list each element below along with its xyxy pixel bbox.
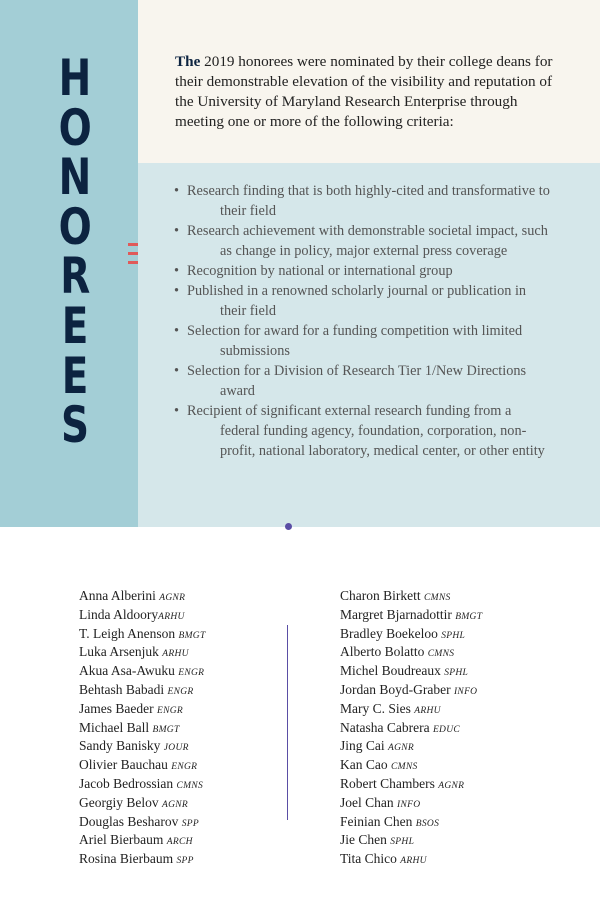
criteria-text: Recipient of significant external research funding from a federal funding agency, foundation, corporation, non-profit, national laboratory, medical center, or other entity: [187, 403, 545, 459]
honoree-name: Douglas Besharov: [79, 813, 179, 829]
title-letter: H: [58, 49, 92, 107]
title-letter: R: [59, 247, 91, 306]
honoree-name: Rosina Bierbaum: [79, 851, 174, 867]
honoree-entry: [340, 607, 540, 626]
honorees-vertical-title: [50, 49, 100, 455]
honoree-entry: [340, 626, 540, 645]
honoree-entry: [340, 776, 540, 795]
honoree-name: T. Leigh Anenson: [79, 625, 176, 641]
honoree-college: ARHU: [162, 649, 189, 660]
sidebar-panel: [0, 0, 138, 527]
honoree-entry: [79, 682, 269, 701]
honorees-column-left: [79, 588, 269, 870]
honoree-college: ENGR: [178, 668, 205, 679]
honoree-name: Alberto Bolatto: [340, 644, 425, 660]
honoree-entry: [79, 814, 269, 833]
honoree-college: EDUC: [432, 724, 461, 735]
criteria-item: [174, 221, 554, 261]
honoree-name: Feinian Chen: [340, 813, 413, 829]
honoree-college: ENGR: [167, 686, 194, 697]
honoree-name: Michel Boudreaux: [340, 663, 441, 679]
decorative-dot: [285, 523, 292, 530]
honoree-entry: [79, 588, 269, 607]
honoree-name: Charon Birkett: [340, 588, 421, 603]
honoree-entry: [340, 757, 540, 776]
honoree-college: CMNS: [391, 762, 418, 773]
intro-paragraph: [175, 52, 555, 132]
honoree-college: CMNS: [427, 649, 455, 660]
honoree-college: BMGT: [455, 611, 483, 622]
criteria-list: [174, 181, 554, 461]
honoree-college: CMNS: [424, 593, 451, 603]
honoree-entry: [79, 701, 269, 720]
criteria-item: [174, 321, 554, 361]
honoree-college: SPHL: [444, 668, 469, 679]
bullet-icon: •: [174, 183, 180, 199]
title-letter: N: [58, 148, 92, 207]
column-divider: [287, 625, 288, 820]
bullet-icon: •: [174, 263, 180, 279]
criteria-text: Selection for award for a funding competition with limited submissions: [187, 323, 523, 359]
honoree-college: SPP: [176, 856, 194, 867]
honoree-name: Joel Chan: [340, 794, 394, 810]
honoree-college: BMGT: [152, 724, 180, 735]
honoree-entry: [79, 776, 269, 795]
criteria-item: [174, 401, 554, 461]
honoree-name: Bradley Boekeloo: [340, 625, 438, 641]
title-letter: O: [58, 197, 92, 256]
honoree-name: Michael Ball: [79, 719, 150, 735]
title-letter: E: [61, 346, 89, 405]
honorees-column-right: [340, 588, 540, 870]
honoree-entry: [340, 720, 540, 739]
intro-panel: [138, 0, 600, 163]
bullet-icon: •: [174, 363, 180, 379]
honoree-name: Akua Asa-Awuku: [79, 663, 175, 679]
honoree-college: BSOS: [415, 818, 440, 829]
title-letter: O: [58, 98, 92, 157]
criteria-text: Selection for a Division of Research Tier 1/New Directions award: [187, 363, 527, 399]
honoree-name: Robert Chambers: [340, 775, 435, 791]
honoree-college: SPP: [181, 818, 199, 829]
honoree-entry: [79, 795, 269, 814]
honoree-name: Linda Aldoory: [79, 606, 159, 622]
honoree-college: INFO: [453, 686, 478, 697]
honoree-college: ENGR: [156, 705, 183, 716]
honoree-college: ENGR: [171, 762, 198, 773]
criteria-item: [174, 181, 554, 221]
criteria-item: [174, 361, 554, 401]
intro-lead: The: [175, 53, 201, 70]
honoree-college: SPHL: [441, 630, 466, 641]
honoree-college: ARCH: [166, 837, 193, 848]
honoree-entry: [340, 663, 540, 682]
honoree-name: Anna Alberini: [79, 588, 156, 603]
criteria-item: [174, 281, 554, 321]
honoree-name: Luka Arsenjuk: [79, 644, 159, 660]
honoree-college: JOUR: [163, 743, 189, 754]
honoree-entry: [340, 832, 540, 851]
criteria-text: Published in a renowned scholarly journal or publication in their field: [187, 283, 527, 319]
honoree-college: ARHU: [414, 705, 441, 716]
honoree-entry: [79, 832, 269, 851]
intro-text: 2019 honorees were nominated by their college deans for their demonstrable elevation of the visibility and reputation of the University of Maryland Research Enterprise through meeting one or more of the following criteria:: [175, 53, 553, 130]
honoree-entry: [79, 663, 269, 682]
honoree-name: Jie Chen: [340, 832, 387, 848]
honoree-entry: [340, 588, 540, 607]
honoree-entry: [79, 757, 269, 776]
honoree-entry: [340, 644, 540, 663]
bullet-icon: •: [174, 403, 180, 419]
honoree-name: Olivier Bauchau: [79, 757, 168, 773]
honoree-college: AGNR: [388, 743, 415, 754]
honoree-entry: [340, 738, 540, 757]
honoree-entry: [79, 607, 269, 626]
criteria-item: [174, 261, 554, 281]
honoree-name: Georgiy Belov: [79, 794, 159, 810]
honoree-college: AGNR: [438, 780, 465, 791]
title-letter: E: [61, 296, 89, 355]
bullet-icon: •: [174, 283, 180, 299]
honoree-college: INFO: [397, 799, 421, 810]
honoree-name: Mary C. Sies: [340, 700, 411, 716]
honoree-entry: [79, 738, 269, 757]
bullet-icon: •: [174, 223, 180, 239]
honoree-entry: [79, 851, 269, 870]
honoree-entry: [79, 720, 269, 739]
honoree-entry: [340, 814, 540, 833]
honoree-entry: [340, 851, 540, 870]
honoree-name: Jacob Bedrossian: [79, 775, 174, 791]
criteria-panel: [138, 163, 600, 527]
honoree-name: Jordan Boyd-Graber: [340, 681, 451, 697]
honoree-name: Ariel Bierbaum: [79, 832, 164, 848]
honoree-college: AGNR: [159, 593, 186, 603]
honoree-name: Natasha Cabrera: [340, 719, 430, 735]
criteria-text: Research achievement with demonstrable societal impact, such as change in policy, major external press coverage: [187, 223, 548, 259]
honoree-college: CMNS: [176, 780, 204, 791]
bullet-icon: •: [174, 323, 180, 339]
honoree-entry: [340, 682, 540, 701]
honoree-college: BMGT: [178, 630, 206, 641]
criteria-text: Recognition by national or international group: [187, 263, 453, 279]
honoree-name: Tita Chico: [340, 851, 397, 867]
criteria-text: Research finding that is both highly-cited and transformative to their field: [187, 183, 550, 219]
honoree-college: ARHU: [400, 856, 427, 867]
honoree-entry: [340, 795, 540, 814]
honoree-name: Kan Cao: [340, 757, 388, 773]
honoree-college: ARHU: [158, 611, 185, 622]
title-letter: S: [60, 396, 90, 455]
honoree-entry: [79, 644, 269, 663]
honoree-name: Margret Bjarnadottir: [340, 606, 452, 622]
honoree-entry: [340, 701, 540, 720]
honoree-name: Jing Cai: [340, 738, 385, 754]
honoree-college: SPHL: [390, 837, 415, 848]
honoree-name: Behtash Babadi: [79, 681, 165, 697]
honoree-name: James Baeder: [79, 700, 154, 716]
honoree-entry: [79, 626, 269, 645]
honoree-name: Sandy Banisky: [79, 738, 161, 754]
honoree-college: AGNR: [162, 799, 189, 810]
